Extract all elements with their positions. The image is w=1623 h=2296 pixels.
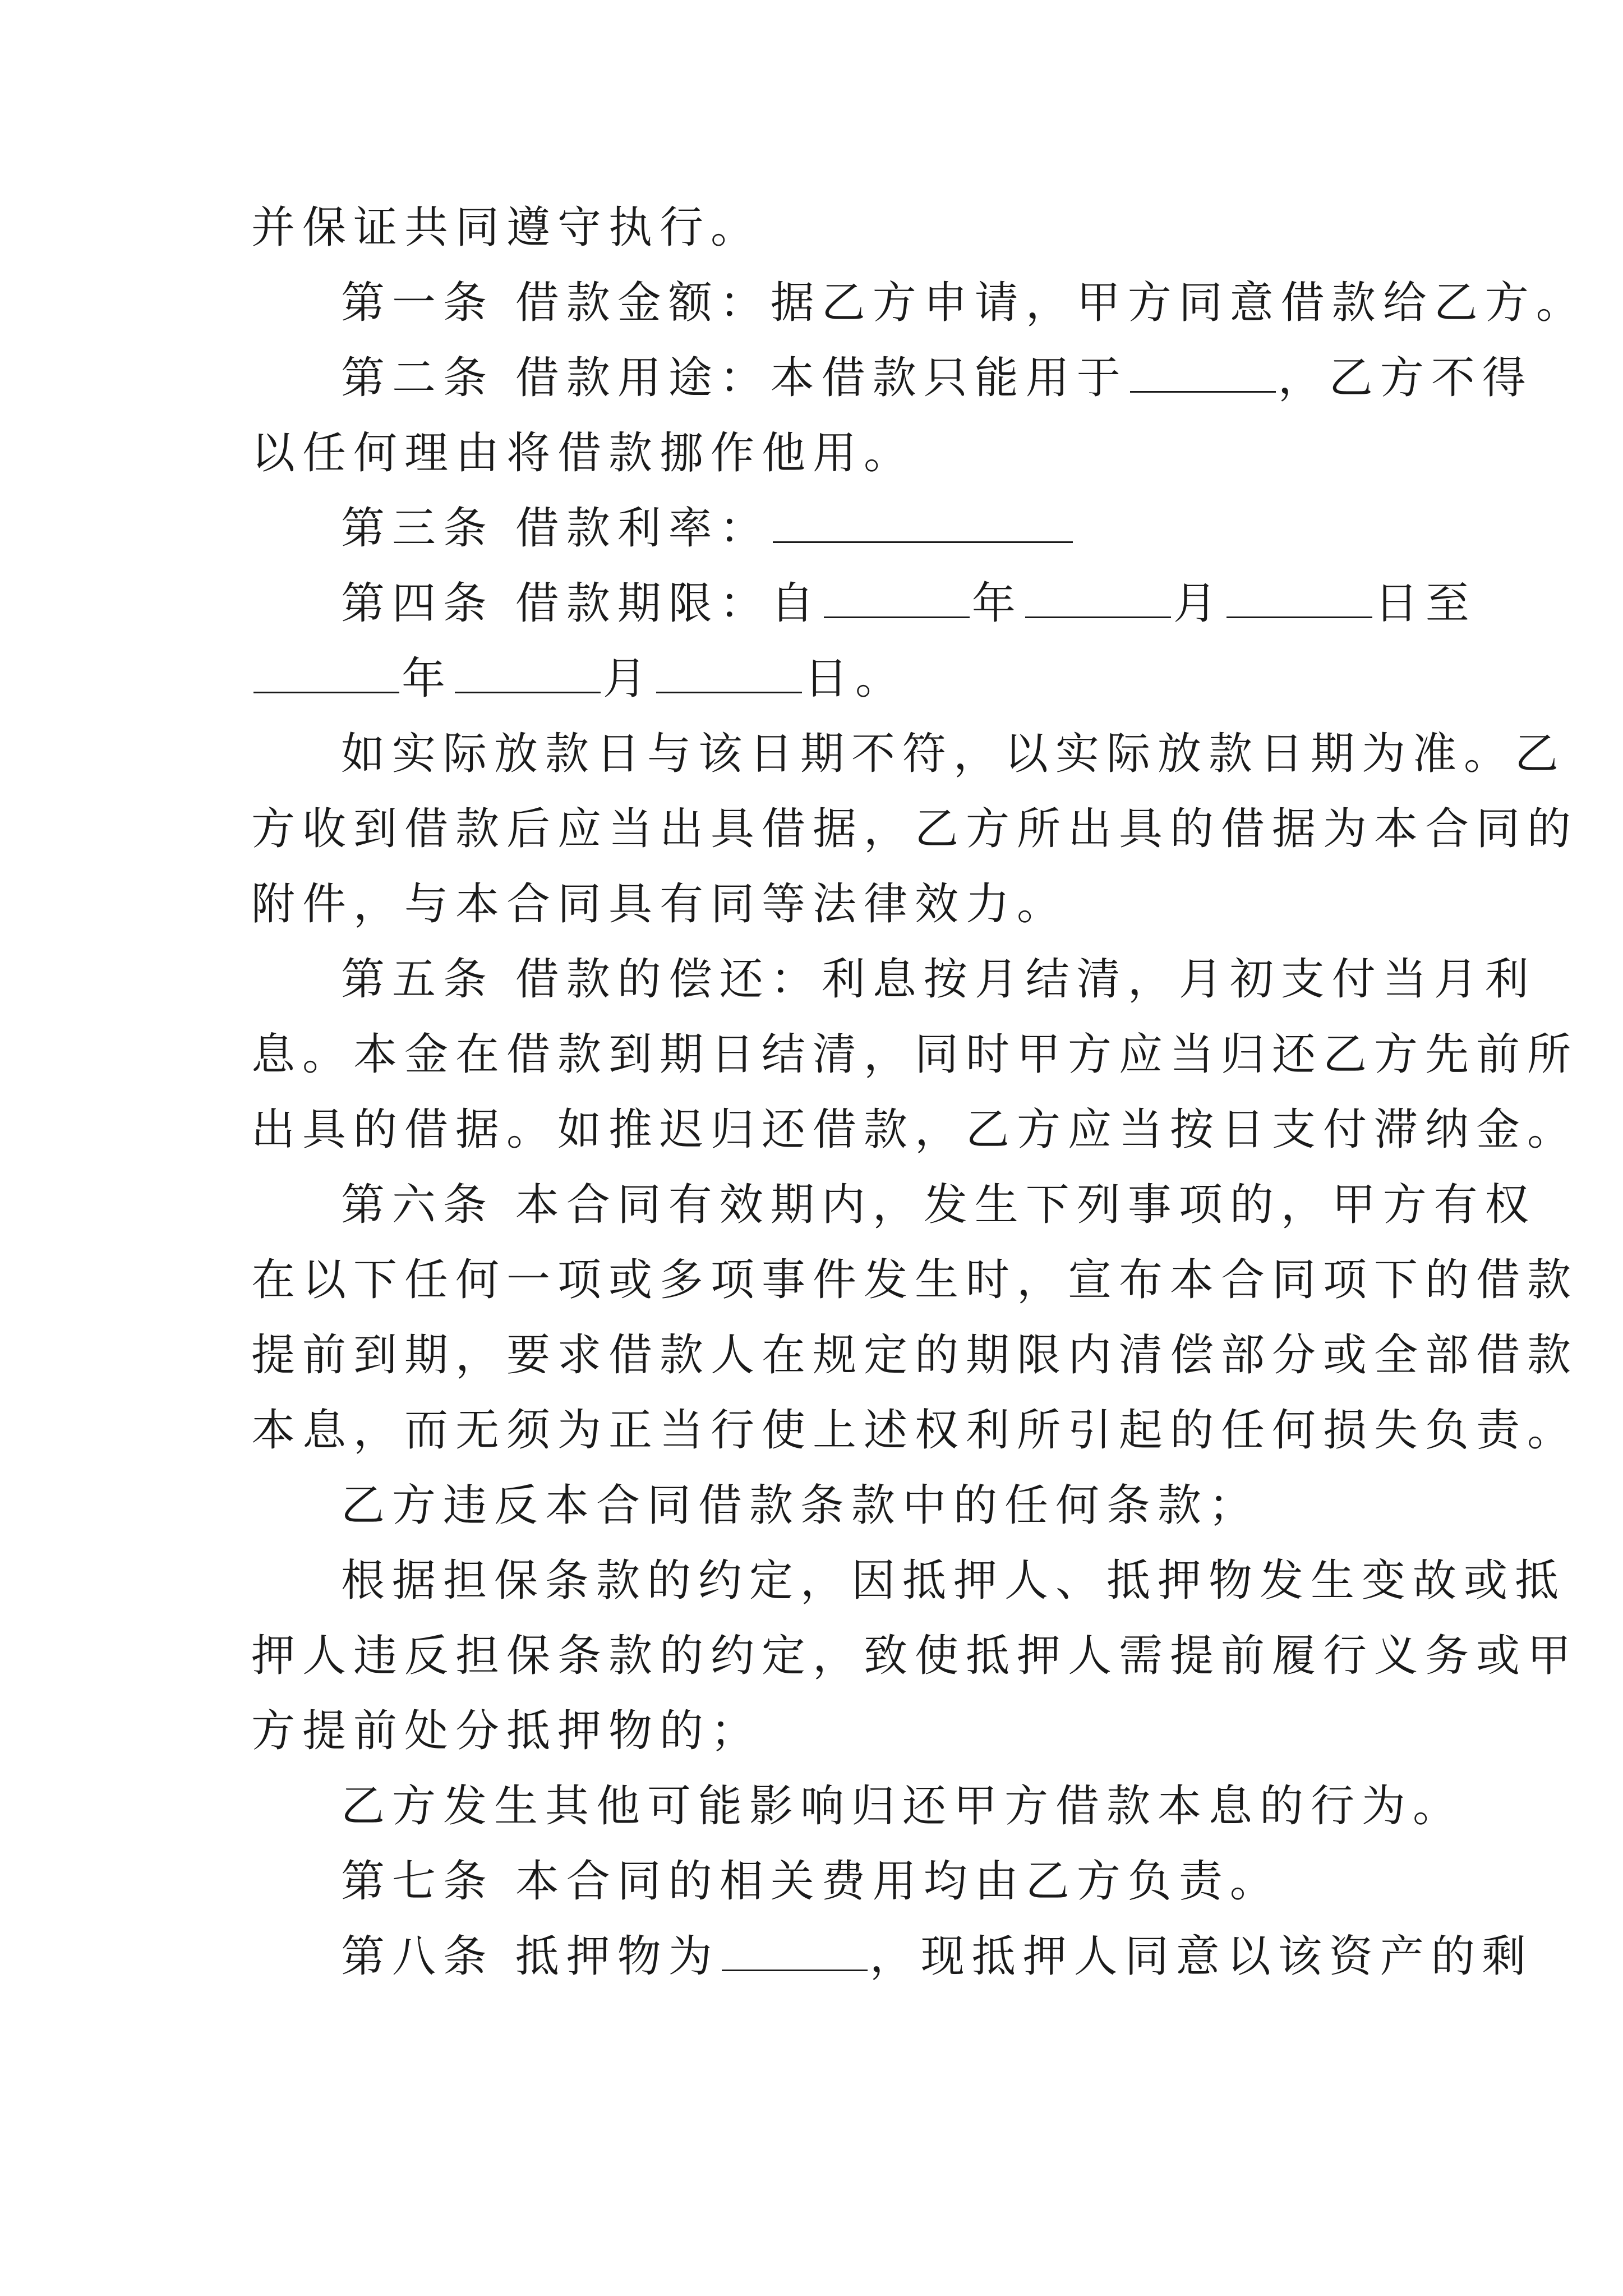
article-3: 第三条 借款利率： <box>341 489 1075 568</box>
text-line: 本息，而无须为正当行使上述权利所引起的任何损失负责。 <box>251 1405 1579 1456</box>
text-line: 年 月 日。 <box>251 639 906 718</box>
text-line: 乙方违反本合同借款条款中的任何条款； <box>341 1480 1260 1531</box>
fill-in-blank-end-month[interactable] <box>455 686 601 693</box>
text-line: 附件，与本合同具有同等法律效力。 <box>251 879 1068 930</box>
article-5: 第五条 借款的偿还：利息按月结清，月初支付当月利 <box>341 954 1536 1005</box>
text-line: 息。本金在借款到期日结清，同时甲方应当归还乙方先前所 <box>251 1029 1579 1080</box>
fill-in-blank-end-year[interactable] <box>253 686 399 693</box>
fill-in-blank-start-year[interactable] <box>824 611 970 618</box>
text-line: 提前到期，要求借款人在规定的期限内清偿部分或全部借款 <box>251 1330 1579 1381</box>
text-line: 以任何理由将借款挪作他用。 <box>251 428 915 478</box>
text-line: 方收到借款后应当出具借据，乙方所出具的借据为本合同的 <box>251 804 1579 854</box>
text-line: 在以下任何一项或多项事件发生时，宣布本合同项下的借款 <box>251 1255 1579 1305</box>
article-2: 第二条 借款用途：本借款只能用于 ，乙方不得 <box>341 353 1533 403</box>
text-line: 押人违反担保条款的约定，致使抵押人需提前履行义务或甲 <box>251 1631 1579 1681</box>
article-4: 第四条 借款期限：自 年 月 日至 <box>341 578 1477 629</box>
text-line: 根据担保条款的约定，因抵押人、抵押物发生变故或抵 <box>341 1556 1566 1606</box>
fill-in-blank-purpose[interactable] <box>1130 385 1276 393</box>
article-7: 第七条 本合同的相关费用均由乙方负责。 <box>341 1856 1281 1907</box>
fill-in-blank-start-day[interactable] <box>1227 611 1372 618</box>
fill-in-blank-end-day[interactable] <box>656 686 802 693</box>
article-1: 第一条 借款金额：据乙方申请，甲方同意借款给乙方。 <box>341 278 1587 328</box>
text-line: 并保证共同遵守执行。 <box>251 203 762 253</box>
text-line: 乙方发生其他可能影响归还甲方借款本息的行为。 <box>341 1781 1464 1832</box>
text-line: 如实际放款日与该日期不符，以实际放款日期为准。乙 <box>341 729 1566 779</box>
fill-in-blank-collateral[interactable] <box>722 1964 868 1971</box>
fill-in-blank-start-month[interactable] <box>1025 611 1171 618</box>
article-8: 第八条 抵押物为 ，现抵押人同意以该资产的剩 <box>341 1931 1533 1982</box>
article-6: 第六条 本合同有效期内，发生下列事项的，甲方有权 <box>341 1180 1536 1230</box>
text-line: 方提前处分抵押物的； <box>251 1706 762 1756</box>
text-line: 出具的借据。如推迟归还借款，乙方应当按日支付滞纳金。 <box>251 1105 1579 1155</box>
fill-in-blank-interest-rate[interactable] <box>773 536 1073 543</box>
